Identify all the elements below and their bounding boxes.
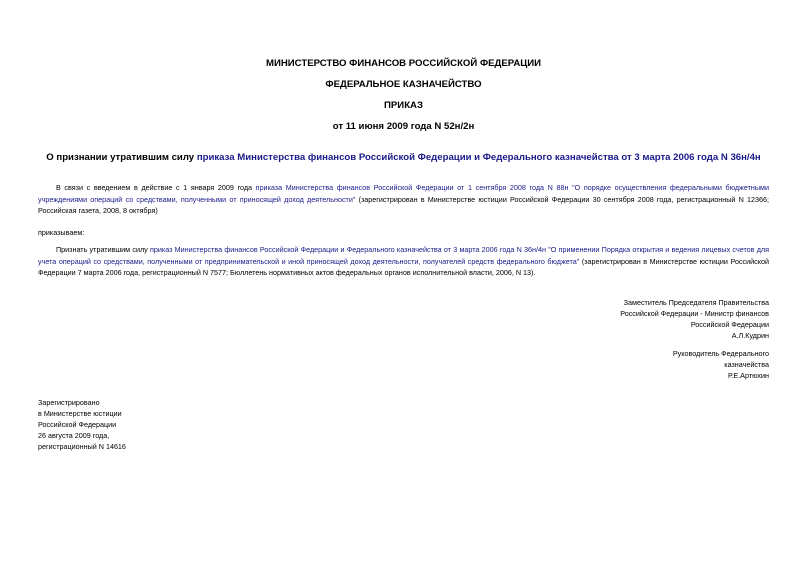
signature-name: Р.Е.Артюхин <box>727 371 769 380</box>
signature-name: А.Л.Кудрин <box>731 331 769 340</box>
treasury-heading: ФЕДЕРАЛЬНОЕ КАЗНАЧЕЙСТВО <box>325 79 482 90</box>
signature-line: казначейства <box>724 360 769 369</box>
document-date-number: от 11 июня 2009 года N 52н/2н <box>332 121 475 132</box>
subject-prefix: О признании утратившим силу <box>46 152 197 163</box>
preamble-intro: В связи с введением в действие с 1 января 2009 года <box>56 183 256 192</box>
signature-line: Заместитель Председателя Правительства <box>623 298 769 307</box>
decision-paragraph <box>38 244 769 279</box>
preamble-rest: (зарегистрирован в Министерстве юстиции Российской Федерации 30 сентября 2008 года, регистрационный N 12366; Российская газета, 2008, 8 октября) <box>38 194 769 215</box>
signature-line: Российской Федерации <box>690 320 769 329</box>
signature-treasury-head <box>673 348 769 381</box>
order-word: приказываем: <box>38 228 85 237</box>
subject-link[interactable]: приказа Министерства финансов Российской Федерации и Федерального казначейства от 3 марта 2006 года N 36н/4н <box>196 152 761 163</box>
preamble-link[interactable]: приказа Министерства финансов Российской Федерации от 1 сентября 2008 года N 88н "О порядке осуществления федеральными бюджетными учреждениями операций со средствами, полученными от приносящей доход деятельности" <box>38 183 769 204</box>
document-subject <box>0 152 807 163</box>
signature-minister <box>620 297 769 341</box>
registration-line: Российской Федерации <box>38 420 117 429</box>
ministry-heading: МИНИСТЕРСТВО ФИНАНСОВ РОССИЙСКОЙ ФЕДЕРАЦИИ <box>265 58 542 69</box>
registration-date: 26 августа 2009 года, <box>38 431 110 440</box>
decision-link[interactable]: приказ Министерства финансов Российской Федерации и Федерального казначейства от 3 марта 2006 года N 36н/4н "О применении Порядка открытия и ведения лицевых счетов для учета операций со средствами, полученными от предпринимательской и иной приносящей доход деятельности, получателей средств федерального бюджета" <box>38 245 769 266</box>
document-type: ПРИКАЗ <box>384 100 423 111</box>
signature-line: Российской Федерации - Министр финансов <box>620 309 769 318</box>
decision-intro: Признать утратившим силу <box>56 245 151 254</box>
registration-line: в Министерстве юстиции <box>38 409 122 418</box>
preamble-paragraph <box>38 182 769 217</box>
registration-number: регистрационный N 14616 <box>38 442 126 451</box>
decision-rest: (зарегистрирован в Министерстве юстиции Российской Федерации 7 марта 2006 года, регистрационный N 7577; Бюллетень нормативных актов федеральных органов исполнительной власти, 2006, N 13). <box>38 256 769 277</box>
registration-block <box>38 397 126 452</box>
signature-line: Руководитель Федерального <box>672 349 769 358</box>
registration-line: Зарегистрировано <box>38 398 100 407</box>
